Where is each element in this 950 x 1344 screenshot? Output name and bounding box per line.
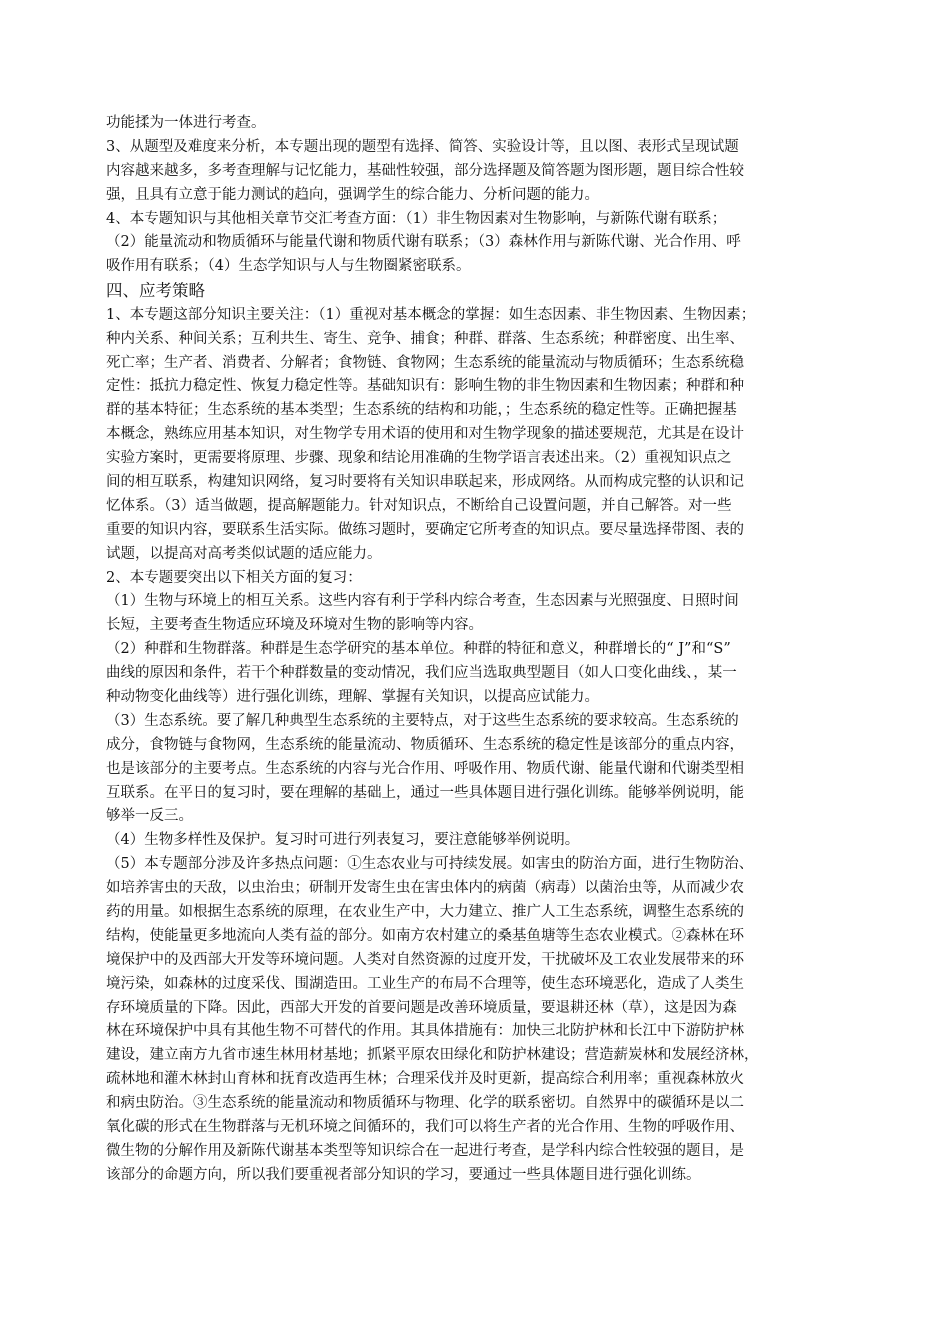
- text-line: （2）能量流动和物质循环与能量代谢和物质代谢有联系；（3）森林作用与新陈代谢、光合作用、呼: [106, 234, 741, 251]
- text-line: 2、本专题要突出以下相关方面的复习：: [106, 569, 362, 586]
- text-line: 曲线的原因和条件，若干个种群数量的变动情况，我们应当选取典型题目（如人口变化曲线、，某一: [106, 665, 737, 682]
- text-line: （4）生物多样性及保护。复习时可进行列表复习，要注意能够举例说明。: [106, 832, 580, 849]
- text-line: （5）本专题部分涉及许多热点问题：①生态农业与可持续发展。如害虫的防治方面，进行生物防治、: [106, 856, 754, 873]
- text-line: 互联系。在平日的复习时，要在理解的基础上，通过一些具体题目进行强化训练。能够举例说明，能: [106, 784, 744, 801]
- text-line: 重要的知识内容，要联系生活实际。做练习题时，要确定它所考查的知识点。要尽量选择带图、表的: [106, 521, 744, 538]
- text-line: 如培养害虫的天敌，以虫治虫；研制开发寄生虫在害虫体内的病菌（病毒）以菌治虫等，从而减少农: [106, 880, 744, 897]
- text-line: （2）种群和生物群落。种群是生态学研究的基本单位。种群的特征和意义，种群增长的“ J”和“S”: [106, 641, 731, 658]
- text-line: 疏林地和灌木林封山育林和抚育改造再生林；合理采伐并及时更新，提高综合利用率；重视森林放火: [106, 1071, 744, 1088]
- text-line: 成分，食物链与食物网，生态系统的能量流动、物质循环、生态系统的稳定性是该部分的重点内容，: [106, 736, 744, 753]
- text-line: 和病虫防治。③生态系统的能量流动和物质循环与物理、化学的联系密切。自然界中的碳循环是以二: [106, 1095, 744, 1112]
- text-line: 定性：抵抗力稳定性、恢复力稳定性等。基础知识有：影响生物的非生物因素和生物因素；种群和种: [106, 378, 744, 395]
- text-line: 试题，以提高对高考类似试题的适应能力。: [106, 545, 382, 562]
- text-line: 境保护中的及西部大开发等环境问题。人类对自然资源的过度开发，干扰破坏及工农业发展带来的环: [106, 951, 744, 968]
- text-line: 3、从题型及难度来分析，本专题出现的题型有选择、简答、实验设计等，且以图、表形式呈现试题: [106, 138, 739, 155]
- text-line: 也是该部分的主要考点。生态系统的内容与光合作用、呼吸作用、物质代谢、能量代谢和代谢类型相: [106, 760, 744, 777]
- text-line: 4、本专题知识与其他相关章节交汇考查方面：（1）非生物因素对生物影响，与新陈代谢有联系；: [106, 210, 727, 227]
- text-line: 吸作用有联系；（4）生态学知识与人与生物圈紧密联系。: [106, 258, 471, 275]
- text-line: （3）生态系统。要了解几种典型生态系统的主要特点，对于这些生态系统的要求较高。生态系统的: [106, 712, 739, 729]
- text-line: 群的基本特征；生态系统的基本类型；生态系统的结构和功能，；生态系统的稳定性等。正确把握基: [106, 402, 737, 419]
- exam-strategy-section: [106, 304, 850, 1188]
- text-line: 强，且具有立意于能力测试的趋向，强调学生的综合能力、分析问题的能力。: [106, 186, 599, 203]
- text-line: 死亡率；生产者、消费者、分解者；食物链、食物网；生态系统的能量流动与物质循环；生态系统稳: [106, 354, 744, 371]
- text-line: 氧化碳的形式在生物群落与无机环境之间循环的，我们可以将生产者的光合作用、生物的呼吸作用、: [106, 1119, 744, 1136]
- text-line: 林在环境保护中具有其他生物不可替代的作用。其具体措施有：加快三北防护林和长江中下游防护林: [106, 1023, 744, 1040]
- text-line: 药的用量。如根据生态系统的原理，在农业生产中，大力建立、推广人工生态系统，调整生态系统的: [106, 904, 744, 920]
- text-line: 建设，建立南方九省市速生林用材基地；抓紧平原农田绿化和防护林建设；营造薪炭林和发展经济林，: [106, 1047, 759, 1064]
- text-line: 内容越来越多，多考查理解与记忆能力，基础性较强，部分选择题及简答题为图形题，题目综合性较: [106, 162, 744, 179]
- text-line: （1）生物与环境上的相互关系。这些内容有利于学科内综合考查，生态因素与光照强度、日照时间: [106, 593, 739, 610]
- text-line: 微生物的分解作用及新陈代谢基本类型等知识综合在一起进行考查，是学科内综合性较强的题目，是: [106, 1142, 744, 1159]
- text-line: 存环境质量的下降。因此，西部大开发的首要问题是改善环境质量，要退耕还林（草），这是因为森: [106, 999, 737, 1016]
- text-line: 本概念，熟练应用基本知识，对生物学专用术语的使用和对生物学现象的描述要规范，尤其是在设计: [106, 426, 744, 443]
- text-line: 该部分的命题方向，所以我们要重视者部分知识的学习，要通过一些具体题目进行强化训练。: [106, 1166, 701, 1183]
- section-heading: 四、应考策略: [106, 281, 205, 301]
- text-line: 功能揉为一体进行考查。: [106, 115, 266, 131]
- document-body: [106, 112, 850, 1188]
- text-line: 种动物变化曲线等）进行强化训练，理解、掌握有关知识，以提高应试能力。: [106, 688, 599, 705]
- text-line: 忆体系。（3）适当做题，提高解题能力。针对知识点，不断给自己设置问题，并自己解答。对一些: [106, 497, 732, 514]
- text-line: 结构，使能量更多地流向人类有益的部分。如南方农村建立的桑基鱼塘等生态农业模式。②森林在环: [106, 927, 744, 944]
- text-line: 实验方案时，更需要将原理、步骤、现象和结论用准确的生物学语言表述出来。（2）重视知识点之: [106, 450, 732, 467]
- text-line: 间的相互联系，构建知识网络，复习时要将有关知识串联起来，形成网络。从而构成完整的认识和记: [106, 473, 744, 490]
- text-line: 种内关系、种间关系；互利共生、寄生、竞争、捕食；种群、群落、生态系统；种群密度、出生率、: [106, 330, 744, 347]
- text-line: 够举一反三。: [106, 808, 193, 825]
- exam-analysis-section: [106, 112, 850, 279]
- text-line: 1、本专题这部分知识主要关注：（1）重视对基本概念的掌握：如生态因素、非生物因素、生物因素；: [106, 306, 756, 323]
- text-line: 境污染，如森林的过度采伐、围湖造田。工业生产的布局不合理等，使生态环境恶化，造成了人类生: [106, 975, 744, 992]
- text-line: 长短，主要考查生物适应环境及环境对生物的影响等内容。: [106, 617, 483, 634]
